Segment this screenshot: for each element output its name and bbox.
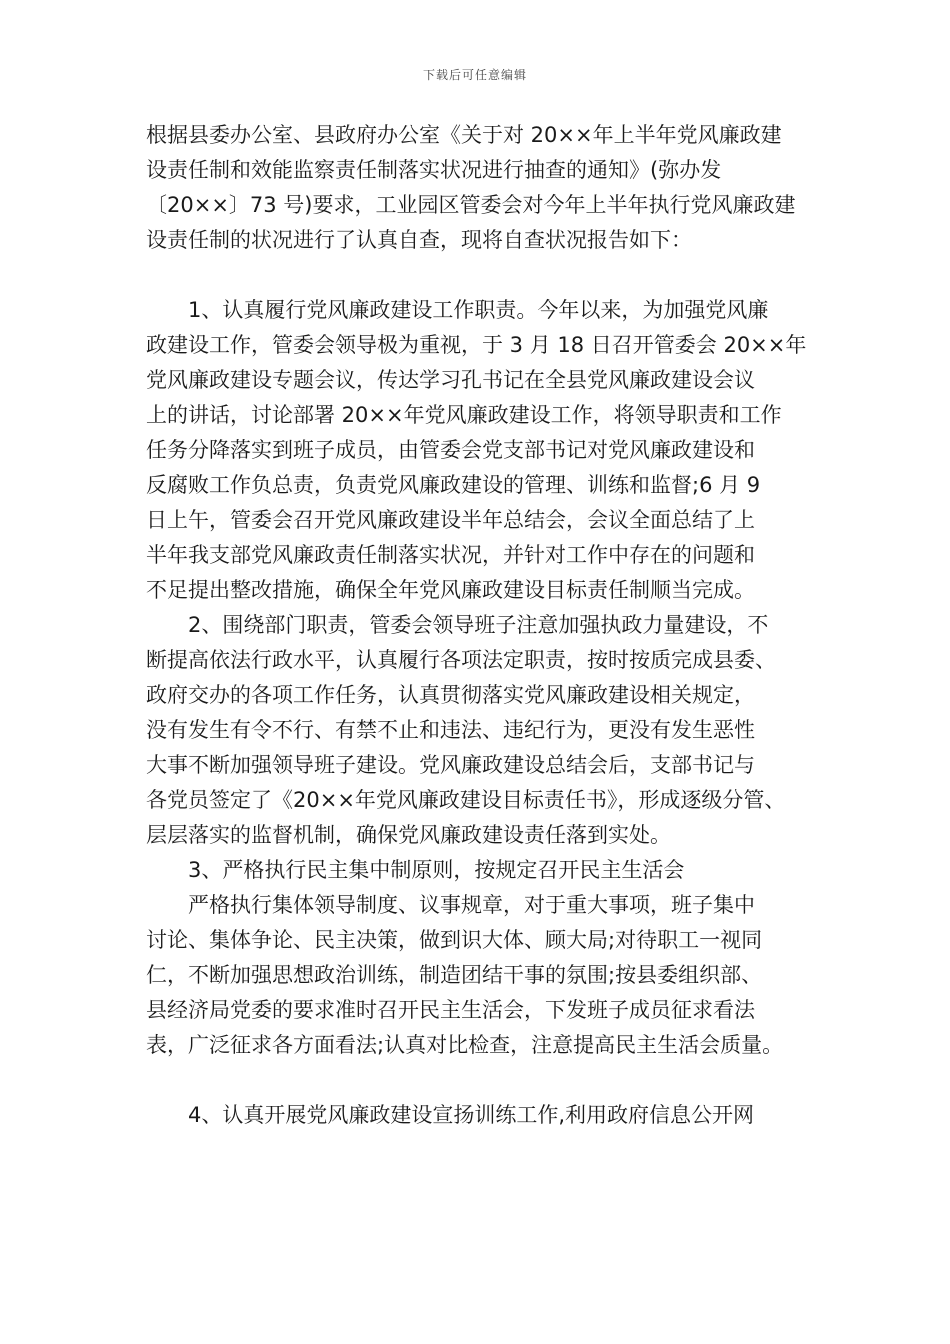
text-line: 各党员签定了《20××年党风廉政建设目标责任书》，形成逐级分管、 bbox=[146, 788, 786, 812]
text-line: 设责任制的状况进行了认真自查，现将自查状况报告如下： bbox=[146, 228, 692, 252]
text-line: 讨论、集体争论、民主决策，做到识大体、顾大局;对待职工一视同 bbox=[146, 928, 763, 952]
text-line: 政建设工作，管委会领导极为重视，于 3 月 18 日召开管委会 20××年 bbox=[146, 333, 807, 357]
paragraph-item-3-body bbox=[146, 888, 836, 1063]
text-line: 〔20××〕73 号)要求，工业园区管委会对今年上半年执行党风廉政建 bbox=[146, 193, 796, 217]
text-line: 表，广泛征求各方面看法;认真对比检查，注意提高民主生活会质量。 bbox=[146, 1033, 784, 1057]
text-line: 2、围绕部门职责，管委会领导班子注意加强执政力量建设，不 bbox=[188, 613, 769, 637]
text-line: 反腐败工作负总责，负责党风廉政建设的管理、训练和监督;6 月 9 bbox=[146, 473, 761, 497]
text-line: 大事不断加强领导班子建设。党风廉政建设总结会后，支部书记与 bbox=[146, 753, 755, 777]
text-line: 层层落实的监督机制，确保党风廉政建设责任落到实处。 bbox=[146, 823, 671, 847]
paragraph-gap bbox=[146, 1063, 836, 1098]
document-body bbox=[146, 118, 836, 1133]
text-line: 断提高依法行政水平，认真履行各项法定职责，按时按质完成县委、 bbox=[146, 648, 776, 672]
paragraph-item-3-heading bbox=[146, 853, 836, 888]
text-line: 1、认真履行党风廉政建设工作职责。今年以来，为加强党风廉 bbox=[188, 298, 769, 322]
paragraph-item-2 bbox=[146, 608, 836, 853]
text-line: 设责任制和效能监察责任制落实状况进行抽查的通知》(弥办发 bbox=[146, 158, 722, 182]
text-line: 严格执行集体领导制度、议事规章，对于重大事项，班子集中 bbox=[188, 893, 755, 917]
text-line: 日上午，管委会召开党风廉政建设半年总结会，会议全面总结了上 bbox=[146, 508, 755, 532]
paragraph-intro bbox=[146, 118, 836, 258]
text-line: 4、认真开展党风廉政建设宣扬训练工作,利用政府信息公开网 bbox=[188, 1103, 755, 1127]
text-line: 根据县委办公室、县政府办公室《关于对 20××年上半年党风廉政建 bbox=[146, 123, 782, 147]
text-line: 党风廉政建设专题会议，传达学习孔书记在全县党风廉政建设会议 bbox=[146, 368, 755, 392]
text-line: 政府交办的各项工作任务，认真贯彻落实党风廉政建设相关规定， bbox=[146, 683, 755, 707]
text-line: 上的讲话，讨论部署 20××年党风廉政建设工作，将领导职责和工作 bbox=[146, 403, 782, 427]
text-line: 3、严格执行民主集中制原则，按规定召开民主生活会 bbox=[188, 858, 685, 882]
paragraph-item-4 bbox=[146, 1098, 836, 1133]
text-line: 任务分降落实到班子成员，由管委会党支部书记对党风廉政建设和 bbox=[146, 438, 755, 462]
text-line: 不足提出整改措施，确保全年党风廉政建设目标责任制顺当完成。 bbox=[146, 578, 755, 602]
text-line: 半年我支部党风廉政责任制落实状况，并针对工作中存在的问题和 bbox=[146, 543, 755, 567]
text-line: 县经济局党委的要求准时召开民主生活会，下发班子成员征求看法 bbox=[146, 998, 755, 1022]
text-line: 没有发生有令不行、有禁不止和违法、违纪行为，更没有发生恶性 bbox=[146, 718, 755, 742]
text-line: 仁，不断加强思想政治训练，制造团结干事的氛围;按县委组织部、 bbox=[146, 963, 763, 987]
paragraph-item-1 bbox=[146, 293, 836, 608]
paragraph-gap bbox=[146, 258, 836, 293]
page-header: 下载后可任意编辑 bbox=[422, 68, 527, 82]
